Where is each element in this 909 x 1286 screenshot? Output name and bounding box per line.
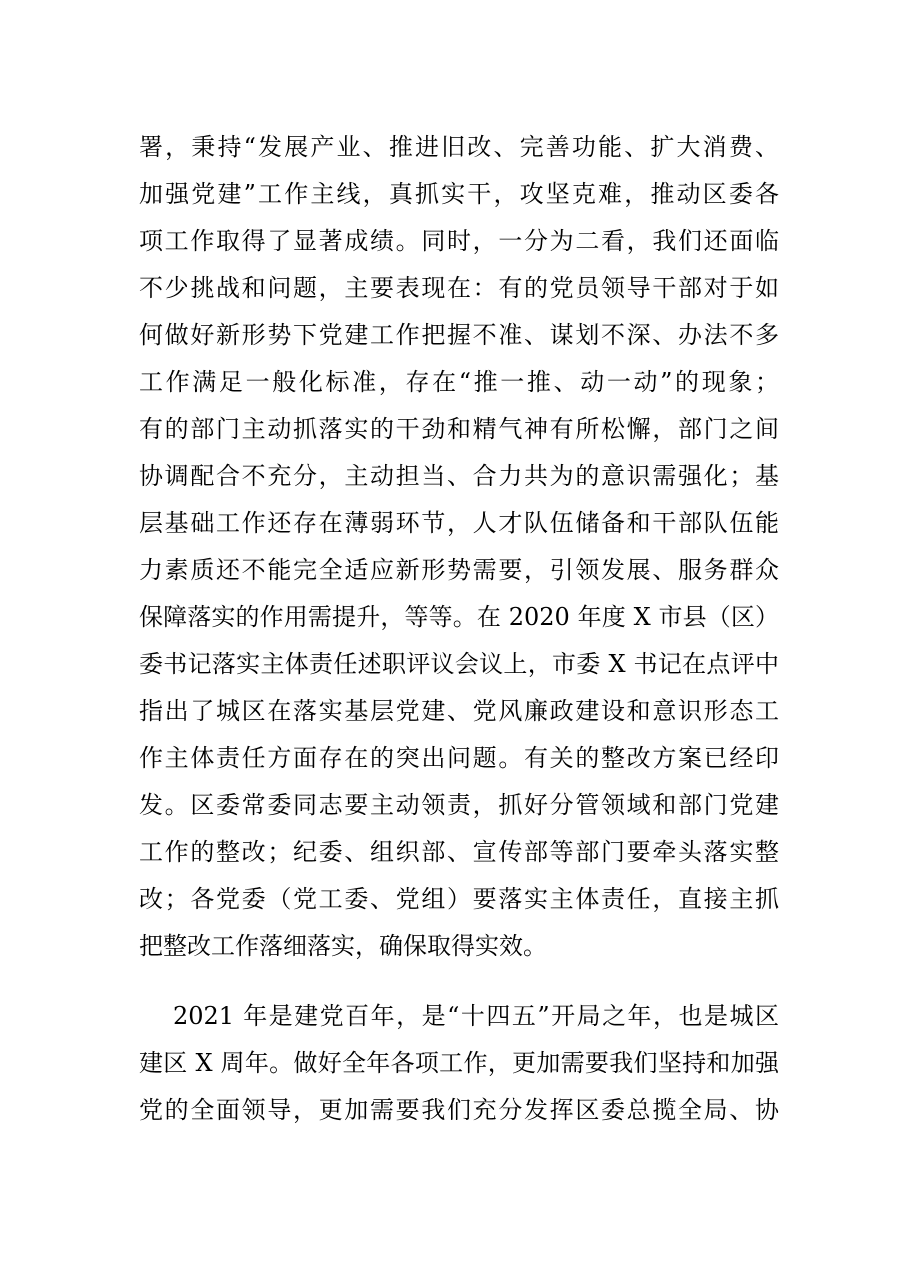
- text-line: 何做好新形势下党建工作把握不准、谋划不深、办法不多: [139, 321, 779, 349]
- text-line: 层基础工作还存在薄弱环节，人才队伍储备和干部队伍能: [139, 509, 779, 537]
- text-line: 不少挑战和问题，主要表现在：有的党员领导干部对于如: [139, 274, 779, 302]
- text-line: 委书记落实主体责任述职评议会议上，市委 X 书记在点评中: [139, 650, 779, 678]
- text-line: 力素质还不能完全适应新形势需要，引领发展、服务群众: [139, 556, 779, 584]
- text-line: 协调配合不充分，主动担当、合力共为的意识需强化；基: [139, 462, 779, 490]
- text-line: 项工作取得了显著成绩。同时，一分为二看，我们还面临: [139, 227, 779, 255]
- text-line: 作主体责任方面存在的突出问题。有关的整改方案已经印: [139, 744, 779, 772]
- text-line: 发。区委常委同志要主动领责，抓好分管领域和部门党建: [139, 791, 779, 819]
- text-line: 改；各党委（党工委、党组）要落实主体责任，直接主抓: [139, 885, 779, 913]
- text-line: 工作满足一般化标准，存在“推一推、动一动”的现象；: [139, 368, 779, 396]
- text-line: 工作的整改；纪委、组织部、宣传部等部门要牵头落实整: [139, 838, 779, 866]
- text-line: 有的部门主动抓落实的干劲和精气神有所松懈，部门之间: [139, 415, 779, 443]
- text-line: 指出了城区在落实基层党建、党风廉政建设和意识形态工: [139, 697, 779, 725]
- text-line: 2021 年是建党百年，是“十四五”开局之年，也是城区: [173, 1002, 779, 1030]
- text-line: 建区 X 周年。做好全年各项工作，更加需要我们坚持和加强: [139, 1049, 779, 1077]
- text-line: 把整改工作落细落实，确保取得实效。: [139, 932, 547, 960]
- text-line: 保障落实的作用需提升，等等。在 2020 年度 X 市县（区）: [139, 603, 779, 631]
- text-line: 党的全面领导，更加需要我们充分发挥区委总揽全局、协: [139, 1096, 779, 1124]
- text-line: 署，秉持“发展产业、推进旧改、完善功能、扩大消费、: [139, 133, 779, 161]
- text-line: 加强党建”工作主线，真抓实干，攻坚克难，推动区委各: [139, 180, 779, 208]
